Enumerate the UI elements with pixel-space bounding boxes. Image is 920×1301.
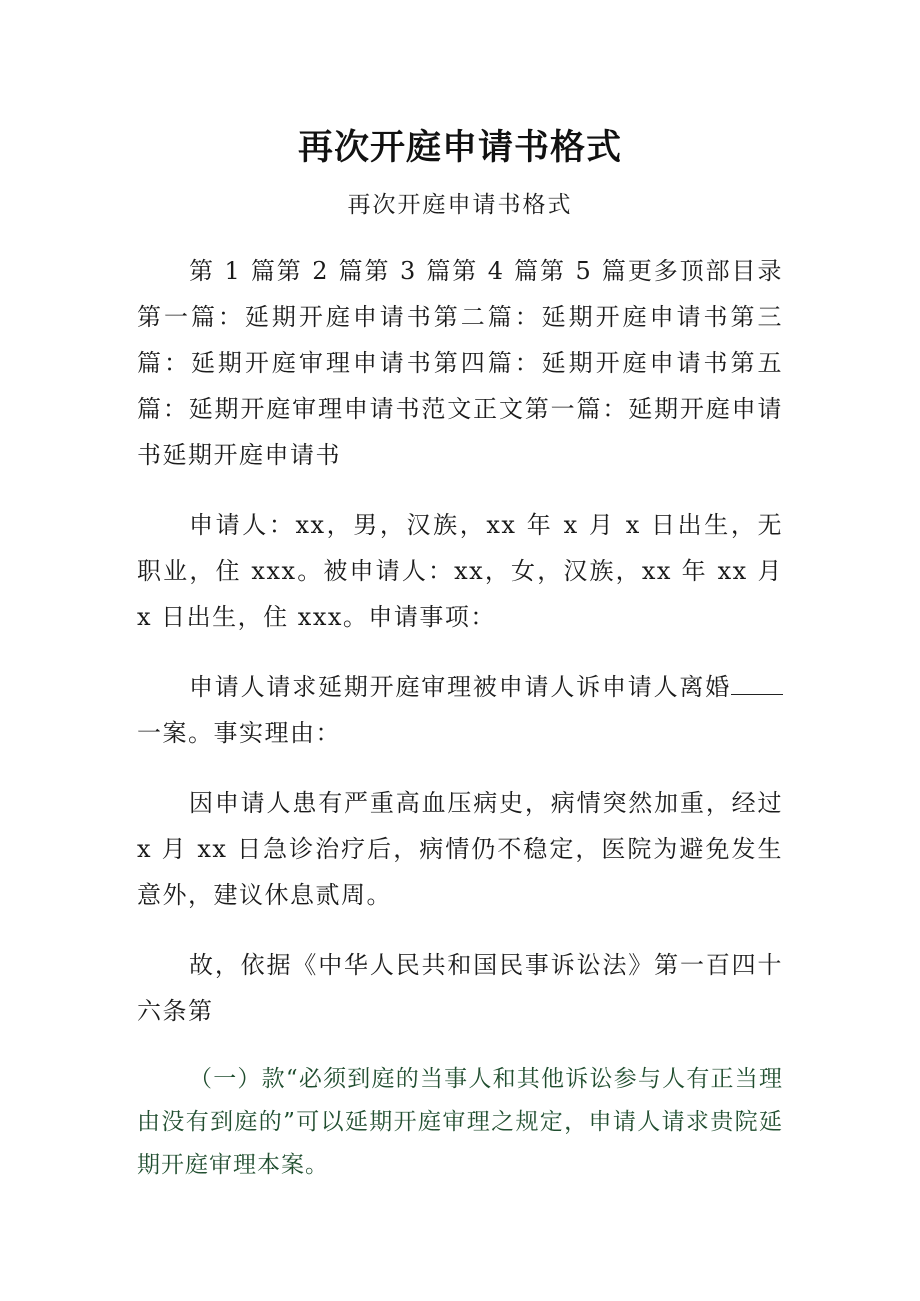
request-text-end: 一案。事实理由： <box>137 719 341 747</box>
paragraph-table-of-contents: 第 1 篇第 2 篇第 3 篇第 4 篇第 5 篇更多顶部目录第一篇：延期开庭申请书第二篇：延期开庭申请书第三篇：延期开庭审理申请书第四篇：延期开庭申请书第五篇：延期开庭审理申请书范文正文第一篇：延期开庭申请书延期开庭申请书 <box>137 257 783 469</box>
request-text: 申请人请求延期开庭审理被申请人诉申请人离婚 <box>189 673 731 701</box>
page-subtitle: 再次开庭申请书格式 <box>347 192 573 218</box>
paragraph-request <box>137 664 783 756</box>
paragraph-parties: 申请人：xx，男，汉族，xx 年 x 月 x 日出生，无职业，住 xxx。被申请人：xx，女，汉族，xx 年 xx 月 x 日出生，住 xxx。申请事项： <box>137 511 783 631</box>
paragraph-facts: 因申请人患有严重高血压病史，病情突然加重，经过 x 月 xx 日急诊治疗后，病情仍不稳定，医院为避免发生意外，建议休息贰周。 <box>137 789 783 909</box>
paragraph-clause: （一）款“必须到庭的当事人和其他诉讼参与人有正当理由没有到庭的”可以延期开庭审理之规定，申请人请求贵院延期开庭审理本案。 <box>137 1066 783 1178</box>
document-body <box>137 248 783 1211</box>
page-title: 再次开庭申请书格式 <box>297 128 622 168</box>
paragraph-legal-basis: 故，依据《中华人民共和国民事诉讼法》第一百四十六条第 <box>137 951 783 1025</box>
blank-underline <box>731 672 783 695</box>
